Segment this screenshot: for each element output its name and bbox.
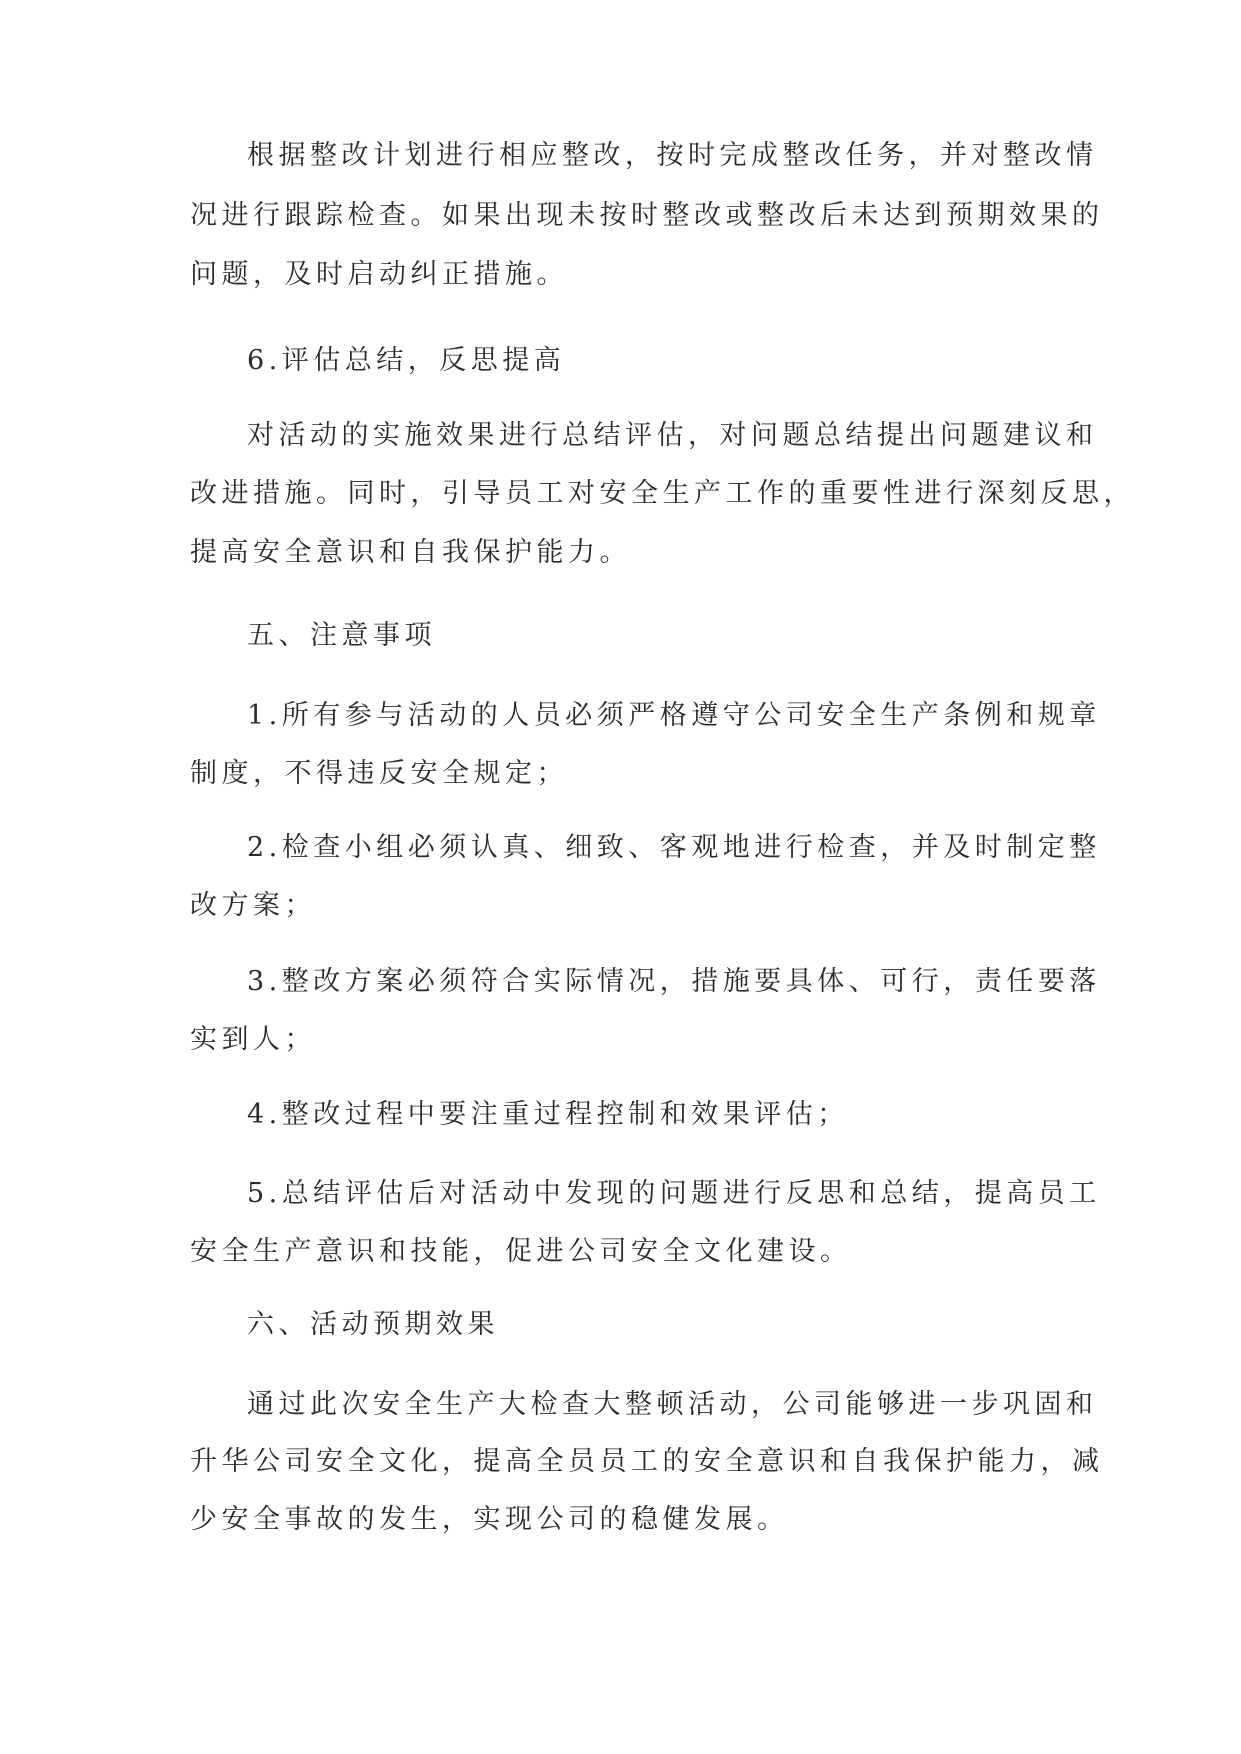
paragraph-line: 问题，及时启动纠正措施。	[190, 259, 568, 290]
note-item-2-cont: 改方案；	[190, 890, 316, 921]
note-item-3: 3.整改方案必须符合实际情况，措施要具体、可行，责任要落	[247, 966, 1101, 997]
note-item-3-cont: 实到人；	[190, 1024, 316, 1055]
note-item-1-cont: 制度，不得违反安全规定；	[190, 758, 568, 789]
paragraph-line: 升华公司安全文化，提高全员员工的安全意识和自我保护能力，减	[190, 1446, 1104, 1477]
paragraph-line: 提高安全意识和自我保护能力。	[190, 537, 631, 568]
paragraph-line: 少安全事故的发生，实现公司的稳健发展。	[190, 1504, 789, 1535]
paragraph-line: 通过此次安全生产大检查大整顿活动，公司能够进一步巩固和	[247, 1389, 1098, 1420]
section-heading-5: 五、注意事项	[247, 620, 436, 651]
note-item-1: 1.所有参与活动的人员必须严格遵守公司安全生产条例和规章	[247, 700, 1101, 731]
subheading-6: 6.评估总结，反思提高	[247, 345, 566, 376]
note-item-5-cont: 安全生产意识和技能，促进公司安全文化建设。	[190, 1236, 852, 1267]
note-item-5: 5.总结评估后对活动中发现的问题进行反思和总结，提高员工	[247, 1178, 1101, 1209]
paragraph-line: 改进措施。同时，引导员工对安全生产工作的重要性进行深刻反思，	[190, 478, 1135, 509]
section-heading-6: 六、活动预期效果	[247, 1309, 499, 1340]
paragraph-line: 况进行跟踪检查。如果出现未按时整改或整改后未达到预期效果的	[190, 200, 1104, 231]
note-item-4: 4.整改过程中要注重过程控制和效果评估；	[247, 1099, 849, 1130]
note-item-2: 2.检查小组必须认真、细致、客观地进行检查，并及时制定整	[247, 832, 1101, 863]
paragraph-line: 根据整改计划进行相应整改，按时完成整改任务，并对整改情	[247, 140, 1098, 171]
paragraph-line: 对活动的实施效果进行总结评估，对问题总结提出问题建议和	[247, 420, 1098, 451]
